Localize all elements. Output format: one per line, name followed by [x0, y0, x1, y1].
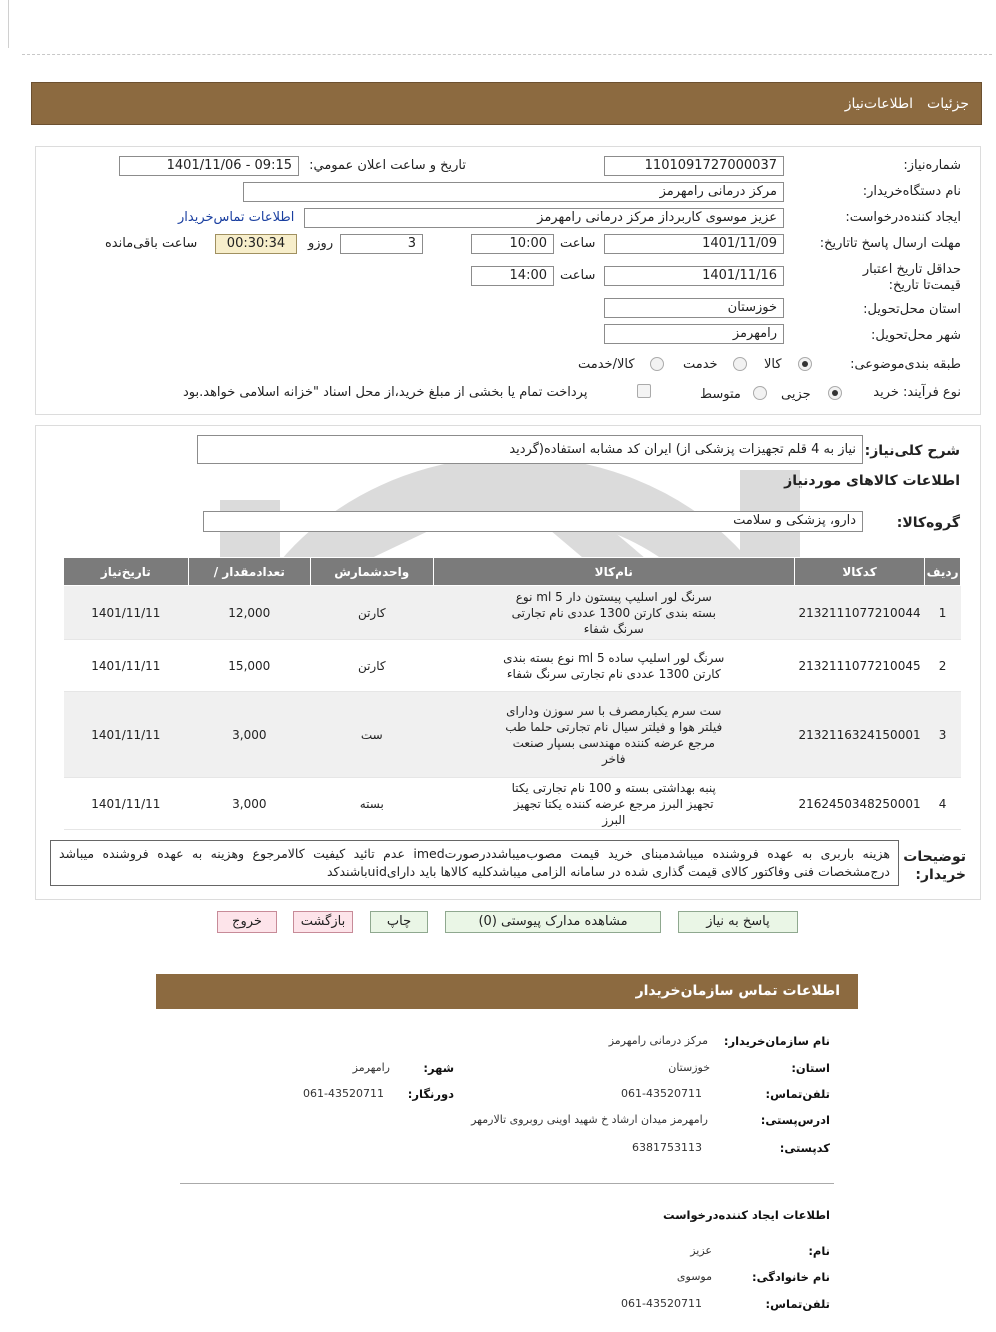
- contact-org-value: مرکز درمانی رامهرمز: [608, 1034, 708, 1047]
- contact-fax-label: دورنگار:: [407, 1087, 454, 1101]
- col-qty: تعداد‌مقدار /: [188, 558, 310, 586]
- table-row: [64, 778, 961, 830]
- description-label: شرح کلی‌نیاز:: [864, 443, 960, 459]
- table-row: [64, 586, 961, 640]
- buyer-org-label: نام دستگاه‌خریدار:: [862, 184, 961, 199]
- contact-address-label: ادرس‌پستی:: [760, 1113, 830, 1127]
- need-number-field: 1101091727000037: [604, 156, 784, 176]
- category-goods-radio[interactable]: [798, 357, 812, 371]
- row-qty: 3,000: [188, 778, 310, 830]
- contact-province-label: استان:: [791, 1061, 830, 1075]
- exit-button[interactable]: خروج: [217, 911, 277, 933]
- announce-field: 1401/11/06 - 09:15: [119, 156, 299, 176]
- buyer-notes: هزینه باربری به عهده فروشنده میباشدمبنای خرید قیمت مصوب‌میباشددرصورتimed عدم تائید کیفیت کالامرجوع وهزینه به عهده فروشنده میباشد درج‌مشخصات فنی وفاکتور کالای قیمت گذاری شده در سامانه الزامی میباشدکلیه کالاها باید دارایuidباشندکد: [50, 840, 899, 886]
- need-number-label: شماره‌نیاز:: [903, 158, 961, 173]
- row-date: 1401/11/11: [64, 640, 189, 692]
- creator-name-label: نام:: [808, 1244, 830, 1258]
- creator-label: ایجاد کننده‌درخواست:: [845, 210, 961, 225]
- process-partial-label: جزیی: [781, 387, 811, 402]
- row-index: 3: [925, 692, 961, 778]
- deadline-time-label: ساعت: [560, 236, 596, 251]
- category-both-radio[interactable]: [650, 357, 664, 371]
- goods-group-field: دارو، پزشکی و سلامت: [203, 511, 863, 532]
- contact-phone-value: 061-43520711: [621, 1087, 702, 1100]
- process-partial-radio[interactable]: [828, 386, 842, 400]
- province-label: استان محل‌تحویل:: [863, 302, 961, 317]
- buyer-org-field: مرکز درمانی رامهرمز: [243, 182, 784, 202]
- treasury-payment-checkbox[interactable]: [637, 384, 651, 398]
- section-header: [31, 82, 982, 125]
- row-code: 2132111077210045: [794, 640, 924, 692]
- page-edge-line: [8, 0, 9, 48]
- contact-address-value: رامهرمز میدان ارشاد خ شهید اوینی روبروی تالارمهر: [471, 1113, 708, 1126]
- tab-details[interactable]: جزئیات: [927, 96, 969, 112]
- deadline-time-field: 10:00: [471, 234, 554, 254]
- contact-province-value: خوزستان: [668, 1061, 710, 1074]
- col-name: نام‌کالا: [433, 558, 794, 586]
- province-field: خوزستان: [604, 298, 784, 318]
- contact-postal-value: 6381753113: [632, 1141, 702, 1154]
- col-date: تاریخ‌نیاز: [64, 558, 189, 586]
- table-row: [64, 640, 961, 692]
- row-index: 4: [925, 778, 961, 830]
- row-date: 1401/11/11: [64, 586, 189, 640]
- deadline-date-field: 1401/11/09: [604, 234, 784, 254]
- creator-phone-value: 061-43520711: [621, 1297, 702, 1310]
- contact-city-value: رامهرمز: [352, 1061, 390, 1074]
- contact-phone-label: تلفن‌تماس:: [765, 1087, 830, 1101]
- row-index: 1: [925, 586, 961, 640]
- announce-label: تاريخ و ساعت اعلان عمومي:: [309, 158, 466, 173]
- goods-info-title: اطلاعات کالاهای موردنیاز: [784, 473, 960, 489]
- buyer-contact-link[interactable]: اطلاعات تماس‌خریدار: [178, 210, 295, 225]
- attachments-button[interactable]: مشاهده مدارک پیوستی (0): [445, 911, 661, 933]
- validity-date-field: 1401/11/16: [604, 266, 784, 286]
- city-label: شهر محل‌تحویل:: [871, 328, 961, 343]
- creator-field: عزیز موسوی کاربرداز مرکز درمانی رامهرمز: [304, 208, 784, 228]
- validity-label: حداقل تاریخ اعتبار قیمت‌تا تاریخ:: [862, 262, 961, 293]
- row-qty: 3,000: [188, 692, 310, 778]
- contact-divider: [180, 1183, 834, 1184]
- contact-postal-label: کد‌پستی:: [779, 1141, 830, 1155]
- row-date: 1401/11/11: [64, 778, 189, 830]
- table-row: [64, 692, 961, 778]
- tab-need-info[interactable]: اطلاعات‌نیاز: [844, 96, 914, 112]
- description-field: نیاز به 4 قلم تجهیزات پزشکی از) ایران کد مشابه استفاده(گردید: [197, 435, 863, 464]
- remaining-timer: 00:30:34: [215, 234, 297, 254]
- remaining-label: ساعت باقی‌مانده: [105, 236, 198, 251]
- col-code: کدکالا: [794, 558, 924, 586]
- creator-name-value: عزیز: [690, 1244, 712, 1257]
- days-field: 3: [340, 234, 423, 254]
- reply-button[interactable]: پاسخ به نیاز: [678, 911, 798, 933]
- contact-org-label: نام سازمان‌خریدار:: [723, 1034, 830, 1048]
- row-unit: کارتن: [310, 586, 433, 640]
- contact-fax-value: 061-43520711: [303, 1087, 384, 1100]
- validity-time-field: 14:00: [471, 266, 554, 286]
- contact-section-header: اطلاعات تماس سازمان‌خریدار: [156, 974, 858, 1009]
- category-label: طبقه بندی‌موضوعی:: [850, 357, 961, 372]
- row-qty: 12,000: [188, 586, 310, 640]
- city-field: رامهرمز: [604, 324, 784, 344]
- treasury-payment-note: پرداخت تمام یا بخشی از مبلغ خرید،از محل اسناد "خزانه اسلامی خواهد.بود: [183, 385, 588, 400]
- creator-family-value: موسوی: [676, 1270, 712, 1283]
- row-unit: بسته: [310, 778, 433, 830]
- row-name: ست سرم یکبارمصرف با سر سوزن ودارای فیلتر هوا و فیلتر سیال نام تجارتی حلما طب مرجع عرضه کننده مهندسی بسپار صنعت فاخر: [433, 692, 794, 778]
- top-separator: [22, 54, 992, 55]
- col-unit: واحدشمارش: [310, 558, 433, 586]
- row-code: 2162450348250001: [794, 778, 924, 830]
- row-name: سرنگ لور اسلیپ ساده 5 ml نوع بسته بندی کارتن 1300 عددی نام تجارتی سرنگ شفاء: [433, 640, 794, 692]
- col-row: ردیف: [925, 558, 961, 586]
- creator-family-label: نام خانوادگی:: [752, 1270, 830, 1284]
- row-unit: ست: [310, 692, 433, 778]
- back-button[interactable]: بازگشت: [293, 911, 353, 933]
- print-button[interactable]: چاپ: [370, 911, 428, 933]
- goods-group-label: گروه‌کالا:: [896, 515, 960, 531]
- category-both-label: کالا/خدمت: [578, 357, 635, 372]
- category-service-radio[interactable]: [733, 357, 747, 371]
- row-unit: کارتن: [310, 640, 433, 692]
- validity-time-label: ساعت: [560, 268, 596, 283]
- row-date: 1401/11/11: [64, 692, 189, 778]
- row-qty: 15,000: [188, 640, 310, 692]
- category-goods-label: کالا: [764, 357, 782, 372]
- days-label: روزو: [308, 236, 334, 251]
- row-code: 2132111077210044: [794, 586, 924, 640]
- row-code: 2132116324150001: [794, 692, 924, 778]
- row-index: 2: [925, 640, 961, 692]
- process-label: نوع فرآیند: خرید: [873, 385, 961, 400]
- row-name: سرنگ لور اسلیپ پیستون دار 5 ml نوع بسته بندی کارتن 1300 عددی نام تجارتی سرنگ شفاء: [433, 586, 794, 640]
- category-service-label: خدمت: [683, 357, 718, 372]
- creator-info-title: اطلاعات ایجاد کننده‌درخواست: [663, 1208, 830, 1222]
- contact-city-label: شهر:: [423, 1061, 454, 1075]
- deadline-label: مهلت ارسال پاسخ تا‌تاریخ:: [819, 236, 961, 251]
- process-medium-label: متوسط: [700, 387, 741, 402]
- goods-table: [63, 557, 961, 830]
- buyer-notes-label: توضیحات خریدار:: [903, 849, 966, 883]
- creator-phone-label: تلفن‌تماس:: [765, 1297, 830, 1311]
- process-medium-radio[interactable]: [753, 386, 767, 400]
- row-name: پنبه بهداشتی بسته و 100 نام تجارتی یکتا تجهیز البرز مرجع عرضه کننده یکتا تجهیز البرز: [433, 778, 794, 830]
